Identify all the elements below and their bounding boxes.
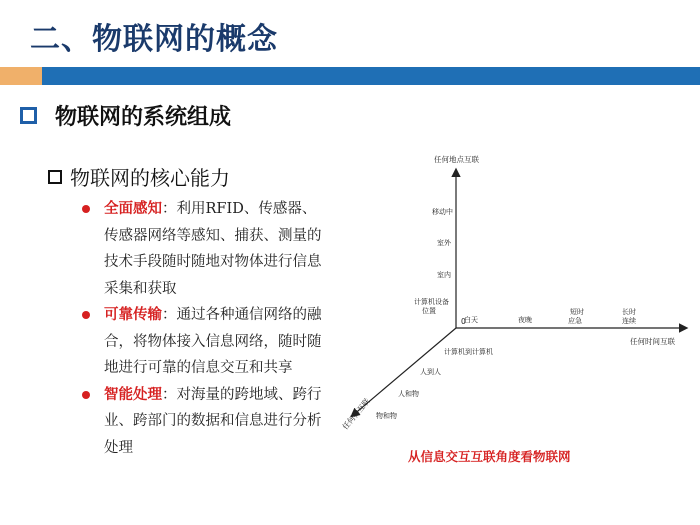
origin-label: 0: [461, 317, 466, 326]
y-tick-label: 移动中: [432, 208, 453, 216]
x-tick-line: 连续: [622, 317, 636, 325]
square-bullet-icon: [48, 170, 62, 184]
bullet-keyword: 智能处理: [104, 385, 162, 403]
y-axis-label: 任何地点互联: [434, 155, 479, 164]
section-heading: [20, 100, 231, 131]
y-tick-label: 室外: [437, 239, 451, 247]
z-axis-label: 任何物互联: [340, 396, 372, 432]
red-dot-icon: [82, 391, 90, 399]
iot-axes-diagram: [330, 148, 700, 448]
x-tick-label: 白天: [464, 316, 478, 324]
y-tick-line: 位置: [422, 307, 436, 315]
subsection-heading: [48, 162, 230, 191]
bullet-item: [80, 382, 330, 462]
x-tick-label: [568, 307, 586, 325]
slide-title: 二、物联网的概念: [30, 22, 278, 57]
bullet-keyword: 可靠传输: [104, 306, 162, 323]
subsection-title: 物联网的核心能力: [70, 166, 230, 190]
red-dot-icon: [82, 205, 90, 213]
z-tick-label: 人到人: [420, 368, 441, 376]
red-dot-icon: [82, 311, 90, 319]
bullet-text: ：利用RFID、传感器、传感器网络等感知、捕获、测量的技术手段随时随地对物体进行信息采集和获取: [104, 201, 322, 297]
diagram-caption: 从信息交互互联角度看物联网: [408, 449, 571, 464]
x-tick-label: 夜晚: [518, 316, 532, 324]
x-tick-label: [622, 307, 638, 325]
z-tick-label: 计算机到计算机: [444, 348, 493, 356]
square-bullet-icon: [20, 107, 37, 124]
section-title: 物联网的系统组成: [55, 105, 232, 130]
z-tick-label: 人和物: [398, 390, 419, 398]
bullet-text: ：对海量的跨地域、跨行业、跨部门的数据和信息进行分析处理: [104, 386, 322, 456]
x-tick-line: 长时: [622, 308, 636, 316]
z-tick-label: 物和物: [376, 412, 397, 420]
x-axis-label: 任何时间互联: [630, 337, 675, 346]
bullet-keyword: 全面感知: [104, 200, 162, 217]
header-bar-blue: [42, 67, 700, 85]
header-bar-orange: [0, 67, 42, 85]
bullet-text: ：通过各种通信网络的融合，将物体接入信息网络，随时随地进行可靠的信息交互和共享: [104, 307, 322, 376]
bullet-item: [80, 196, 330, 302]
bullet-list: [80, 196, 330, 461]
x-tick-line: 短时: [570, 308, 584, 316]
y-tick-line: 计算机设备: [414, 298, 449, 306]
bullet-item: [80, 302, 330, 382]
y-tick-label: 室内: [437, 271, 451, 279]
y-tick-label: [414, 297, 451, 315]
x-tick-line: 应急: [568, 317, 582, 325]
